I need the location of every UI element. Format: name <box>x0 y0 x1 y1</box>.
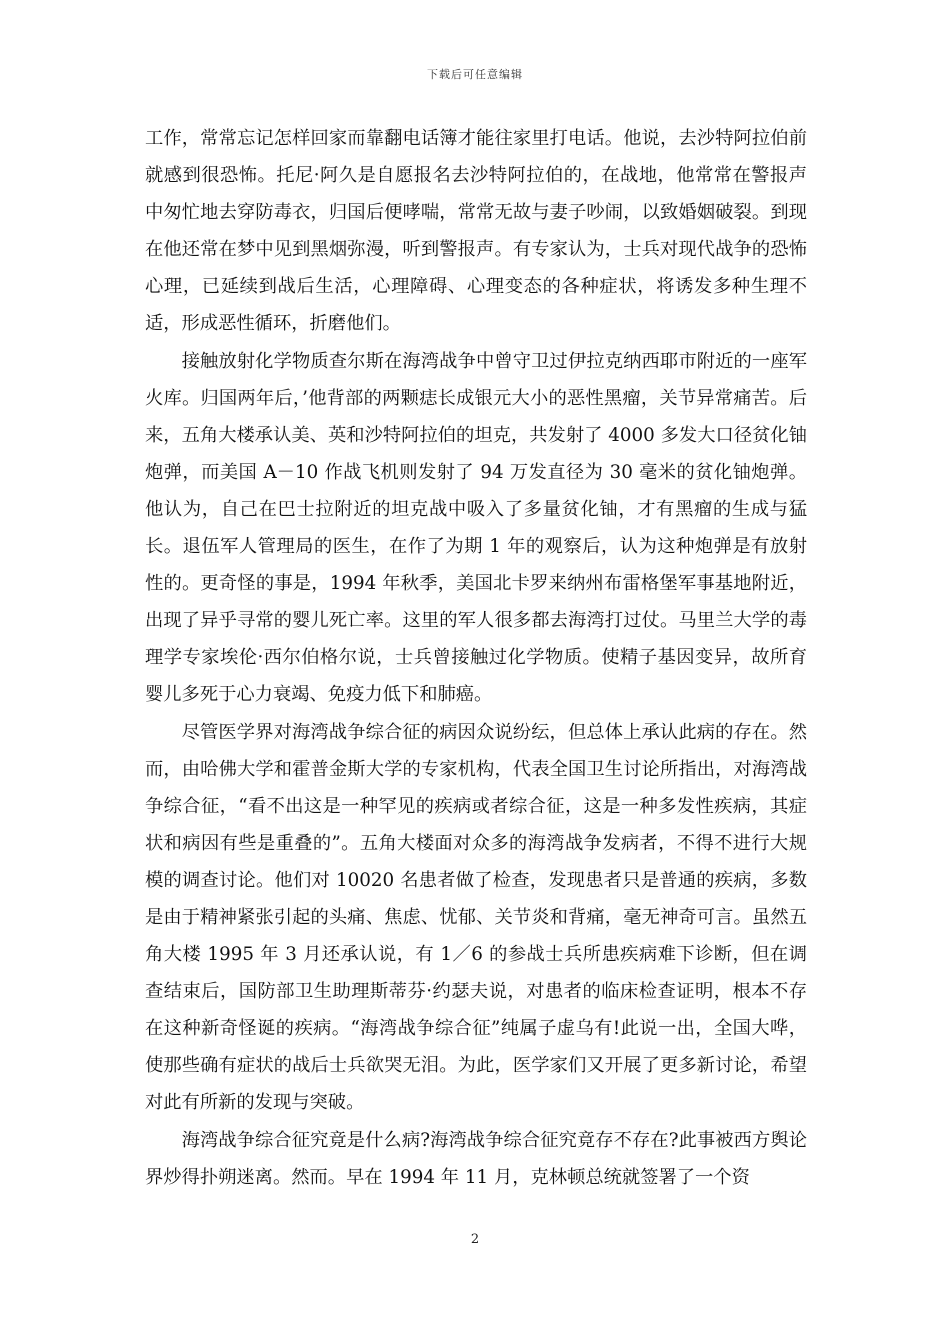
page-header: 下载后可任意编辑 <box>427 68 523 81</box>
paragraph-question: 海湾战争综合征究竟是什么病?海湾战争综合征究竟存不存在?此事被西方舆论界炒得扑朔迷离。然而。早在 1994 年 11 月，克林顿总统就签署了一个资 <box>145 1129 807 1188</box>
page-number: 2 <box>470 1232 480 1247</box>
paragraph-radiation: 接触放射化学物质查尔斯在海湾战争中曾守卫过伊拉克纳西耶市附近的一座军火库。归国两年后，’他背部的两颗痣长成银元大小的恶性黑瘤，关节异常痛苦。后来，五角大楼承认美、英和沙特阿拉伯的坦克，共发射了 4000 多发大口径贫化铀炮弹，而美国 A－10 作战飞机则发射了 94 万发直径为 30 毫米的贫化铀炮弹。他认为，自己在巴士拉附近的坦克战中吸入了多量贫化铀，才有黑瘤的生成与猛长。退伍军人管理局的医生，在作了为期 1 年的观察后，认为这种炮弹是有放射性的。更奇怪的事是，1994 年秋季，美国北卡罗来纳州布雷格堡军事基地附近，出现了异乎寻常的婴儿死亡率。这里的军人很多都去海湾打过仗。马里兰大学的毒理学专家埃伦·西尔伯格尔说，士兵曾接触过化学物质。使精子基因变异，故所育婴儿多死于心力衰竭、免疫力低下和肺癌。 <box>145 350 807 706</box>
paragraph-continuation: 工作，常常忘记怎样回家而靠翻电话簿才能往家里打电话。他说，去沙特阿拉伯前就感到很恐怖。托尼·阿久是自愿报名去沙特阿拉伯的，在战地，他常常在警报声中匆忙地去穿防毒衣，归国后便哮喘，常常无故与妻子吵闹，以致婚姻破裂。到现在他还常在梦中见到黑烟弥漫，听到警报声。有专家认为，士兵对现代战争的恐怖心理，已延续到战后生活，心理障碍、心理变态的各种症状，将诱发多种生理不适，形成恶性循环，折磨他们。 <box>145 128 807 335</box>
paragraph-medical-debate: 尽管医学界对海湾战争综合征的病因众说纷纭，但总体上承认此病的存在。然而，由哈佛大学和霍普金斯大学的专家机构，代表全国卫生讨论所指出，对海湾战争综合征，“看不出这是一种罕见的疾病或者综合征，这是一种多发性疾病，其症状和病因有些是重叠的”。五角大楼面对众多的海湾战争发病者，不得不进行大规模的调查讨论。他们对 10020 名患者做了检查，发现患者只是普通的疾病，多数是由于精神紧张引起的头痛、焦虑、忧郁、关节炎和背痛，毫无神奇可言。虽然五角大楼 1995 年 3 月还承认说，有 1／6 的参战士兵所患疾病难下诊断，但在调查结束后，国防部卫生助理斯蒂芬·约瑟夫说，对患者的临床检查证明，根本不存在这种新奇怪诞的疾病。“海湾战争综合征”纯属子虚乌有!此说一出，全国大哗，使那些确有症状的战后士兵欲哭无泪。为此，医学家们又开展了更多新讨论，希望对此有所新的发现与突破。 <box>145 721 807 1114</box>
document-body <box>145 120 807 1196</box>
